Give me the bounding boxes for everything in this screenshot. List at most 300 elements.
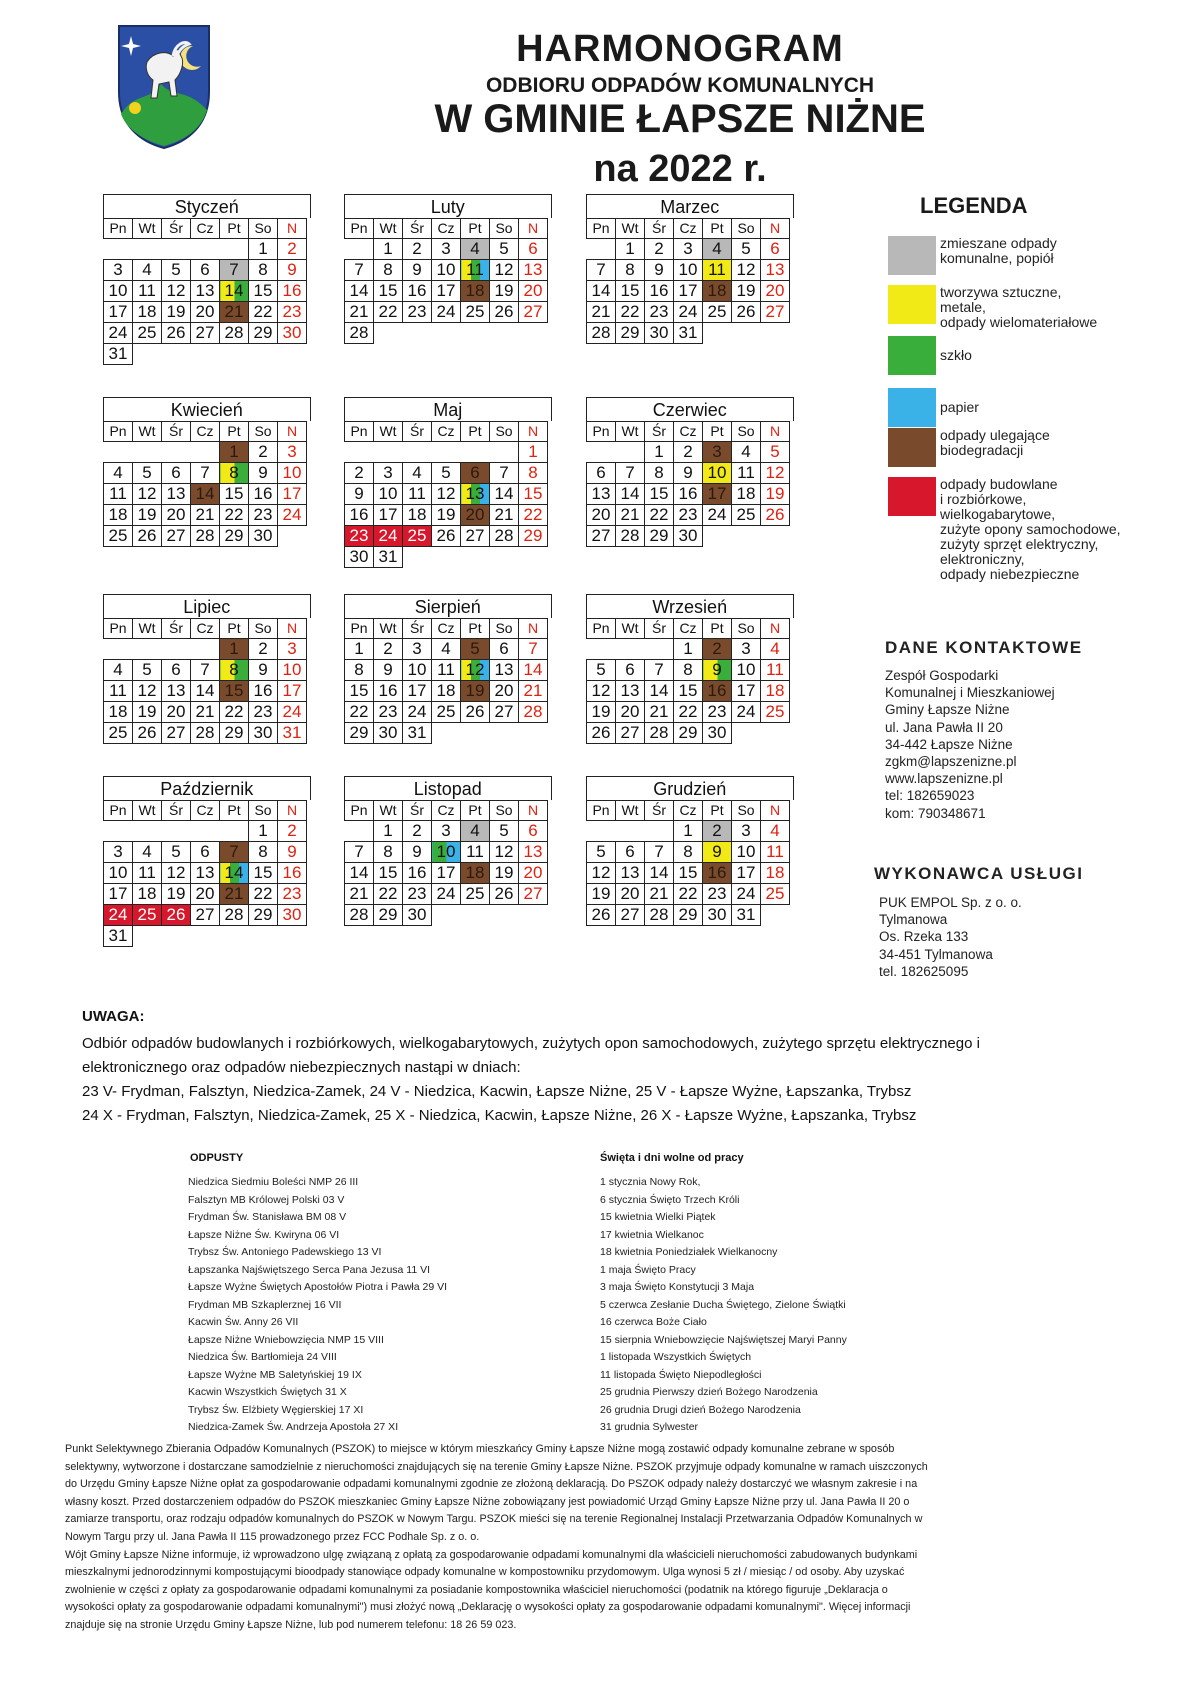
calendar-day: 30	[278, 905, 307, 926]
calendar-day: 10	[732, 660, 761, 681]
calendar-day: 18	[403, 505, 432, 526]
weekday-header: Śr	[162, 422, 191, 442]
weekday-header: Cz	[674, 619, 703, 639]
calendar-day: 11	[761, 660, 790, 681]
calendar-day: 24	[674, 302, 703, 323]
calendar-day: 19	[133, 702, 162, 723]
weekday-header: Pt	[220, 219, 249, 239]
calendar-day: 13	[162, 484, 191, 505]
calendar-day: 12	[432, 484, 461, 505]
calendar-day: 27	[162, 526, 191, 547]
calendar-day: 18	[761, 863, 790, 884]
month-calendar	[344, 397, 552, 568]
calendar-day: 24	[374, 526, 403, 547]
odpust-item: Łapszanka Najświętszego Serca Pana Jezusa 11 VI	[188, 1263, 431, 1276]
calendar-day: 19	[587, 702, 616, 723]
calendar-day: 26	[162, 323, 191, 344]
calendar-day: 14	[587, 281, 616, 302]
calendar-day: 25	[432, 702, 461, 723]
weekday-header: So	[249, 619, 278, 639]
calendar-day: 5	[490, 821, 519, 842]
calendar-day: 20	[519, 281, 548, 302]
odpust-item: Falsztyn MB Królowej Polski 03 V	[188, 1193, 345, 1206]
calendar-day: 16	[374, 681, 403, 702]
contact-line: kom: 790348671	[885, 805, 986, 821]
weekday-header: Pt	[461, 219, 490, 239]
calendar-day: 23	[674, 505, 703, 526]
calendar-day: 27	[191, 323, 220, 344]
calendar-day: 15	[374, 863, 403, 884]
calendar-day: 6	[616, 842, 645, 863]
calendar-day: 21	[490, 505, 519, 526]
calendar-day: 18	[761, 681, 790, 702]
calendar-day: 21	[645, 884, 674, 905]
calendar-day: 30	[374, 723, 403, 744]
legend-swatch	[888, 336, 936, 375]
odpust-item: Łapsze Wyżne Świętych Apostołów Piotra i Pawła 29 VI	[188, 1281, 448, 1293]
pszok-info	[65, 1441, 1125, 1635]
calendar-day: 6	[191, 842, 220, 863]
calendar-day: 11	[403, 484, 432, 505]
calendar-day: 15	[249, 281, 278, 302]
calendar-day: 11	[133, 281, 162, 302]
calendar-day: 26	[587, 723, 616, 744]
calendar-day: 17	[403, 681, 432, 702]
calendar-day: 25	[104, 723, 133, 744]
calendar-day: 7	[490, 463, 519, 484]
calendar-day: 7	[191, 660, 220, 681]
calendar-day: 29	[374, 905, 403, 926]
calendar-day: 20	[162, 702, 191, 723]
calendar-day: 26	[761, 505, 790, 526]
calendar-day: 3	[732, 821, 761, 842]
calendar-day: 13	[616, 863, 645, 884]
calendar-day: 22	[220, 702, 249, 723]
calendar-day: 23	[703, 884, 732, 905]
holiday-item: 15 kwietnia Wielki Piątek	[600, 1211, 716, 1223]
calendar-day: 13	[191, 281, 220, 302]
calendar-day: 31	[674, 323, 703, 344]
calendar-day: 11	[461, 260, 490, 281]
calendar-day: 25	[703, 302, 732, 323]
odpusty-list	[188, 1174, 447, 1437]
calendar-day: 2	[403, 239, 432, 260]
calendar-day: 10	[674, 260, 703, 281]
calendar-day: 12	[587, 681, 616, 702]
weekday-header: Pt	[220, 422, 249, 442]
calendar-day: 10	[703, 463, 732, 484]
weekday-header: Pn	[104, 619, 133, 639]
calendar-day: 21	[191, 505, 220, 526]
calendar-day: 20	[461, 505, 490, 526]
odpust-item: Łapsze Wyżne MB Saletyńskiej 19 IX	[188, 1368, 362, 1381]
weekday-header: Pn	[587, 422, 616, 442]
calendar-day: 24	[732, 884, 761, 905]
calendar-day: 16	[674, 484, 703, 505]
month-name: Styczeń	[103, 194, 311, 218]
month-calendar	[344, 594, 552, 744]
calendar-day: 22	[519, 505, 548, 526]
calendar-day: 17	[278, 681, 307, 702]
calendar-day: 1	[374, 821, 403, 842]
calendar-day: 24	[278, 702, 307, 723]
calendar-day: 17	[104, 302, 133, 323]
contact-line: zgkm@lapszenizne.pl	[885, 754, 1017, 770]
calendar-day: 21	[645, 702, 674, 723]
calendar-day: 19	[432, 505, 461, 526]
calendar-day: 11	[432, 660, 461, 681]
weekday-header: Śr	[645, 219, 674, 239]
calendar-day: 27	[587, 526, 616, 547]
contact-title: DANE KONTAKTOWE	[885, 638, 1083, 657]
calendar-day: 21	[191, 702, 220, 723]
calendar-day: 11	[461, 842, 490, 863]
calendar-day: 28	[220, 323, 249, 344]
calendar-day: 9	[645, 260, 674, 281]
month-calendar	[586, 397, 794, 547]
calendar-day: 9	[403, 842, 432, 863]
weekday-header: Wt	[616, 801, 645, 821]
calendar-day: 1	[645, 442, 674, 463]
holiday-item: 17 kwietnia Wielkanoc	[600, 1228, 704, 1241]
calendar-day: 8	[220, 463, 249, 484]
calendar-day: 12	[761, 463, 790, 484]
calendar-day: 29	[249, 905, 278, 926]
weekday-header: Pt	[703, 801, 732, 821]
weekday-header: Wt	[133, 422, 162, 442]
calendar-day: 1	[374, 239, 403, 260]
contractor-line: 34-451 Tylmanowa	[879, 946, 993, 962]
calendar-day: 28	[490, 526, 519, 547]
calendar-day: 3	[732, 639, 761, 660]
calendar-day: 9	[703, 842, 732, 863]
calendar-day: 16	[703, 863, 732, 884]
calendar-day: 18	[104, 505, 133, 526]
month-name: Grudzień	[586, 776, 794, 800]
calendar-day: 5	[732, 239, 761, 260]
weekday-header: Śr	[162, 219, 191, 239]
swieta-heading: Święta i dni wolne od pracy	[600, 1152, 744, 1164]
weekday-header: Śr	[403, 219, 432, 239]
calendar-day: 12	[587, 863, 616, 884]
calendar-day: 20	[587, 505, 616, 526]
calendar-day: 4	[761, 639, 790, 660]
odpust-item: Łapsze Niżne Św. Kwiryna 06 VI	[188, 1228, 340, 1241]
calendar-day: 25	[761, 884, 790, 905]
municipal-coat-of-arms	[115, 22, 213, 150]
calendar-day: 30	[674, 526, 703, 547]
calendar-day: 24	[432, 884, 461, 905]
calendar-day: 22	[374, 302, 403, 323]
calendar-day: 3	[278, 639, 307, 660]
weekday-header: Pn	[345, 619, 374, 639]
calendar-day: 27	[616, 905, 645, 926]
calendar-day: 20	[519, 863, 548, 884]
calendar-day: 17	[374, 505, 403, 526]
calendar-day: 4	[703, 239, 732, 260]
weekday-header: So	[490, 219, 519, 239]
legend-label: szkło	[940, 347, 972, 363]
weekday-header: N	[761, 619, 790, 639]
calendar-day: 9	[403, 260, 432, 281]
calendar-day: 10	[432, 260, 461, 281]
weekday-header: Wt	[374, 619, 403, 639]
calendar-day: 8	[374, 842, 403, 863]
weekday-header: Śr	[645, 801, 674, 821]
calendar-day: 4	[104, 463, 133, 484]
pszok-line: własny koszt. Przed dostarczeniem odpadów do PSZOK mieszkaniec Gminy Łapsze Niżne zobowiązany jest powiadomić Urząd Gminy Łapsze Niżne przy ul. Jana Pawła II 20 o	[65, 1495, 910, 1508]
weekday-header: Śr	[162, 801, 191, 821]
calendar-day: 13	[761, 260, 790, 281]
calendar-day: 10	[278, 660, 307, 681]
calendar-day: 24	[732, 702, 761, 723]
month-name: Lipiec	[103, 594, 311, 618]
calendar-day: 15	[220, 681, 249, 702]
calendar-day: 4	[104, 660, 133, 681]
calendar-day: 26	[133, 723, 162, 744]
weekday-header: Śr	[645, 422, 674, 442]
calendar-day: 27	[519, 884, 548, 905]
calendar-day: 18	[461, 281, 490, 302]
calendar-day: 12	[133, 484, 162, 505]
calendar-day: 11	[703, 260, 732, 281]
contact-line: tel: 182659023	[885, 788, 975, 804]
calendar-day: 31	[278, 723, 307, 744]
weekday-header: Pn	[345, 801, 374, 821]
calendar-day: 26	[587, 905, 616, 926]
calendar-day: 3	[374, 463, 403, 484]
contact-line: ul. Jana Pawła II 20	[885, 719, 1003, 735]
odpust-item: Frydman Św. Stanisława BM 08 V	[188, 1211, 347, 1223]
calendar-day: 27	[616, 723, 645, 744]
calendar-day: 18	[703, 281, 732, 302]
calendar-day: 6	[616, 660, 645, 681]
calendar-day: 18	[461, 863, 490, 884]
calendar-day: 9	[278, 260, 307, 281]
calendar-day: 13	[461, 484, 490, 505]
calendar-day: 2	[703, 639, 732, 660]
contractor-line: Os. Rzeka 133	[879, 929, 969, 945]
month-calendar	[586, 194, 794, 344]
calendar-day: 4	[461, 821, 490, 842]
weekday-header: Wt	[374, 801, 403, 821]
calendar-day: 14	[191, 681, 220, 702]
calendar-day: 23	[374, 702, 403, 723]
calendar-day: 17	[732, 863, 761, 884]
weekday-header: Cz	[674, 801, 703, 821]
calendar-day: 21	[345, 884, 374, 905]
calendar-day: 8	[674, 842, 703, 863]
legend-swatch	[888, 388, 936, 427]
weekday-header: Wt	[616, 619, 645, 639]
calendar-day: 26	[432, 526, 461, 547]
calendar-day: 11	[133, 863, 162, 884]
weekday-header: N	[278, 219, 307, 239]
calendar-day: 28	[519, 702, 548, 723]
month-name: Luty	[344, 194, 552, 218]
calendar-day: 31	[104, 926, 133, 947]
calendar-day: 30	[703, 723, 732, 744]
calendar-day: 13	[519, 842, 548, 863]
calendar-day: 22	[374, 884, 403, 905]
calendar-day: 20	[191, 884, 220, 905]
pszok-line: mieszkalnymi jednorodzinnymi kompostującymi bioodpady stanowiące odpady komunalne w kompostowniku przydomowym. Ulga wynosi 5 zł / miesiąc / od osoby. Aby uzyskać	[65, 1566, 905, 1579]
calendar-day: 15	[220, 484, 249, 505]
calendar-day: 25	[461, 302, 490, 323]
calendar-day: 31	[104, 344, 133, 365]
pszok-line: Punkt Selektywnego Zbierania Odpadów Komunalnych (PSZOK) to miejsce w którym mieszkańcy Gminy Łapsze Niżne mogą zostawić odpady komunalne zebrane w sposób	[65, 1443, 895, 1455]
calendar-day: 23	[345, 526, 374, 547]
calendar-day: 2	[645, 239, 674, 260]
weekday-header: N	[519, 619, 548, 639]
calendar-day: 23	[249, 702, 278, 723]
weekday-header: Cz	[432, 422, 461, 442]
weekday-header: So	[249, 801, 278, 821]
legend-label: odpady budowlane i rozbiórkowe, wielkogabarytowe, zużyte opony samochodowe, zużyty sprzęt elektryczny, elektroniczny, odpady niebezpieczne	[940, 476, 1121, 582]
contact-line: Gminy Łapsze Niżne	[885, 702, 1010, 718]
calendar-day: 22	[220, 505, 249, 526]
calendar-day: 25	[104, 526, 133, 547]
calendar-day: 12	[133, 681, 162, 702]
weekday-header: So	[732, 801, 761, 821]
month-calendar	[344, 194, 552, 344]
uwaga-line: elektronicznego oraz odpadów niebezpiecznych nastąpi w dniach:	[82, 1059, 521, 1076]
weekday-header: Pt	[220, 801, 249, 821]
weekday-header: Wt	[133, 219, 162, 239]
calendar-day: 19	[490, 281, 519, 302]
calendar-day: 21	[519, 681, 548, 702]
calendar-day: 27	[490, 702, 519, 723]
calendar-day: 4	[761, 821, 790, 842]
title-line-3: W GMINIE ŁAPSZE NIŻNE	[434, 97, 926, 141]
calendar-day: 29	[519, 526, 548, 547]
month-calendar	[103, 776, 311, 947]
calendar-day: 30	[345, 547, 374, 568]
legend-label: papier	[940, 399, 979, 415]
calendar-day: 6	[191, 260, 220, 281]
calendar-day: 24	[278, 505, 307, 526]
odpust-item: Kacwin Św. Anny 26 VII	[188, 1316, 299, 1328]
weekday-header: Pn	[104, 219, 133, 239]
calendar-day: 21	[587, 302, 616, 323]
weekday-header: N	[761, 219, 790, 239]
calendar-day: 13	[519, 260, 548, 281]
legend-swatch	[888, 428, 936, 467]
calendar-day: 12	[162, 863, 191, 884]
calendar-day: 15	[249, 863, 278, 884]
weekday-header: Wt	[374, 422, 403, 442]
calendar-day: 21	[616, 505, 645, 526]
month-name: Czerwiec	[586, 397, 794, 421]
month-name: Wrzesień	[586, 594, 794, 618]
holiday-item: 18 kwietnia Poniedziałek Wielkanocny	[600, 1246, 778, 1258]
calendar-day: 16	[278, 281, 307, 302]
odpust-item: Niedzica Św. Bartłomieja 24 VIII	[188, 1351, 337, 1363]
calendar-day: 14	[220, 281, 249, 302]
pszok-line: Wójt Gminy Łapsze Niżne informuje, iż wprowadzono ulgę związaną z opłatą za gospodarowanie odpadami komunalnymi dla właścicieli nieruchomości zabudowanych budynkami	[65, 1548, 918, 1561]
calendar-day: 24	[403, 702, 432, 723]
calendar-day: 26	[133, 526, 162, 547]
weekday-header: N	[278, 619, 307, 639]
weekday-header: Wt	[133, 619, 162, 639]
calendar-day: 30	[703, 905, 732, 926]
calendar-day: 6	[162, 660, 191, 681]
title-line-1: HARMONOGRAM	[516, 28, 844, 70]
calendar-day: 17	[732, 681, 761, 702]
weekday-header: Pn	[104, 422, 133, 442]
calendar-day: 1	[519, 442, 548, 463]
weekday-header: So	[249, 422, 278, 442]
contact-details	[885, 667, 1055, 822]
holiday-item: 5 czerwca Zesłanie Ducha Świętego, Zielone Świątki	[600, 1298, 846, 1311]
contact-line: Zespół Gospodarki	[885, 668, 999, 683]
calendar-day: 9	[249, 463, 278, 484]
calendar-day: 27	[191, 905, 220, 926]
weekday-header: N	[761, 801, 790, 821]
calendar-day: 3	[703, 442, 732, 463]
calendar-day: 2	[249, 442, 278, 463]
contractor-details	[879, 894, 1022, 980]
month-name: Marzec	[586, 194, 794, 218]
calendar-day: 4	[133, 842, 162, 863]
weekday-header: Śr	[403, 801, 432, 821]
calendar-day: 7	[519, 639, 548, 660]
odpusty-heading: ODPUSTY	[190, 1152, 244, 1164]
weekday-header: Cz	[674, 219, 703, 239]
calendar-day: 9	[674, 463, 703, 484]
calendar-day: 17	[432, 281, 461, 302]
weekday-header: Śr	[403, 422, 432, 442]
calendar-day: 13	[616, 681, 645, 702]
calendar-day: 12	[490, 260, 519, 281]
calendar-day: 8	[220, 660, 249, 681]
calendar-day: 17	[104, 884, 133, 905]
holiday-item: 16 czerwca Boże Ciało	[600, 1316, 707, 1328]
weekday-header: N	[519, 422, 548, 442]
calendar-day: 25	[133, 905, 162, 926]
pszok-line: zwolnienie w części z opłaty za gospodarowanie odpadami komunalnymi za posiadanie kompostownika właściciel nieruchomości (podatnik na którego figuruje „Deklaracja o	[65, 1583, 888, 1596]
calendar-day: 8	[519, 463, 548, 484]
calendar-day: 29	[220, 723, 249, 744]
title-line-4: na 2022 r.	[593, 148, 767, 190]
calendar-day: 6	[587, 463, 616, 484]
calendar-day: 19	[732, 281, 761, 302]
weekday-header: So	[490, 801, 519, 821]
calendar-day: 22	[345, 702, 374, 723]
calendar-day: 1	[220, 639, 249, 660]
calendar-day: 7	[645, 842, 674, 863]
uwaga-text	[82, 1032, 1162, 1128]
calendar-day: 15	[674, 681, 703, 702]
calendar-day: 5	[162, 842, 191, 863]
month-name: Sierpień	[344, 594, 552, 618]
calendar-day: 19	[761, 484, 790, 505]
calendar-day: 3	[104, 260, 133, 281]
calendar-day: 16	[278, 863, 307, 884]
calendar-day: 10	[374, 484, 403, 505]
calendar-day: 21	[220, 302, 249, 323]
calendar-day: 1	[616, 239, 645, 260]
calendar-day: 10	[403, 660, 432, 681]
calendar-day: 18	[133, 884, 162, 905]
calendar-day: 26	[490, 884, 519, 905]
calendar-day: 27	[761, 302, 790, 323]
calendar-day: 10	[432, 842, 461, 863]
calendar-day: 12	[490, 842, 519, 863]
calendar-day: 9	[374, 660, 403, 681]
weekday-header: So	[732, 219, 761, 239]
calendar-day: 2	[374, 639, 403, 660]
